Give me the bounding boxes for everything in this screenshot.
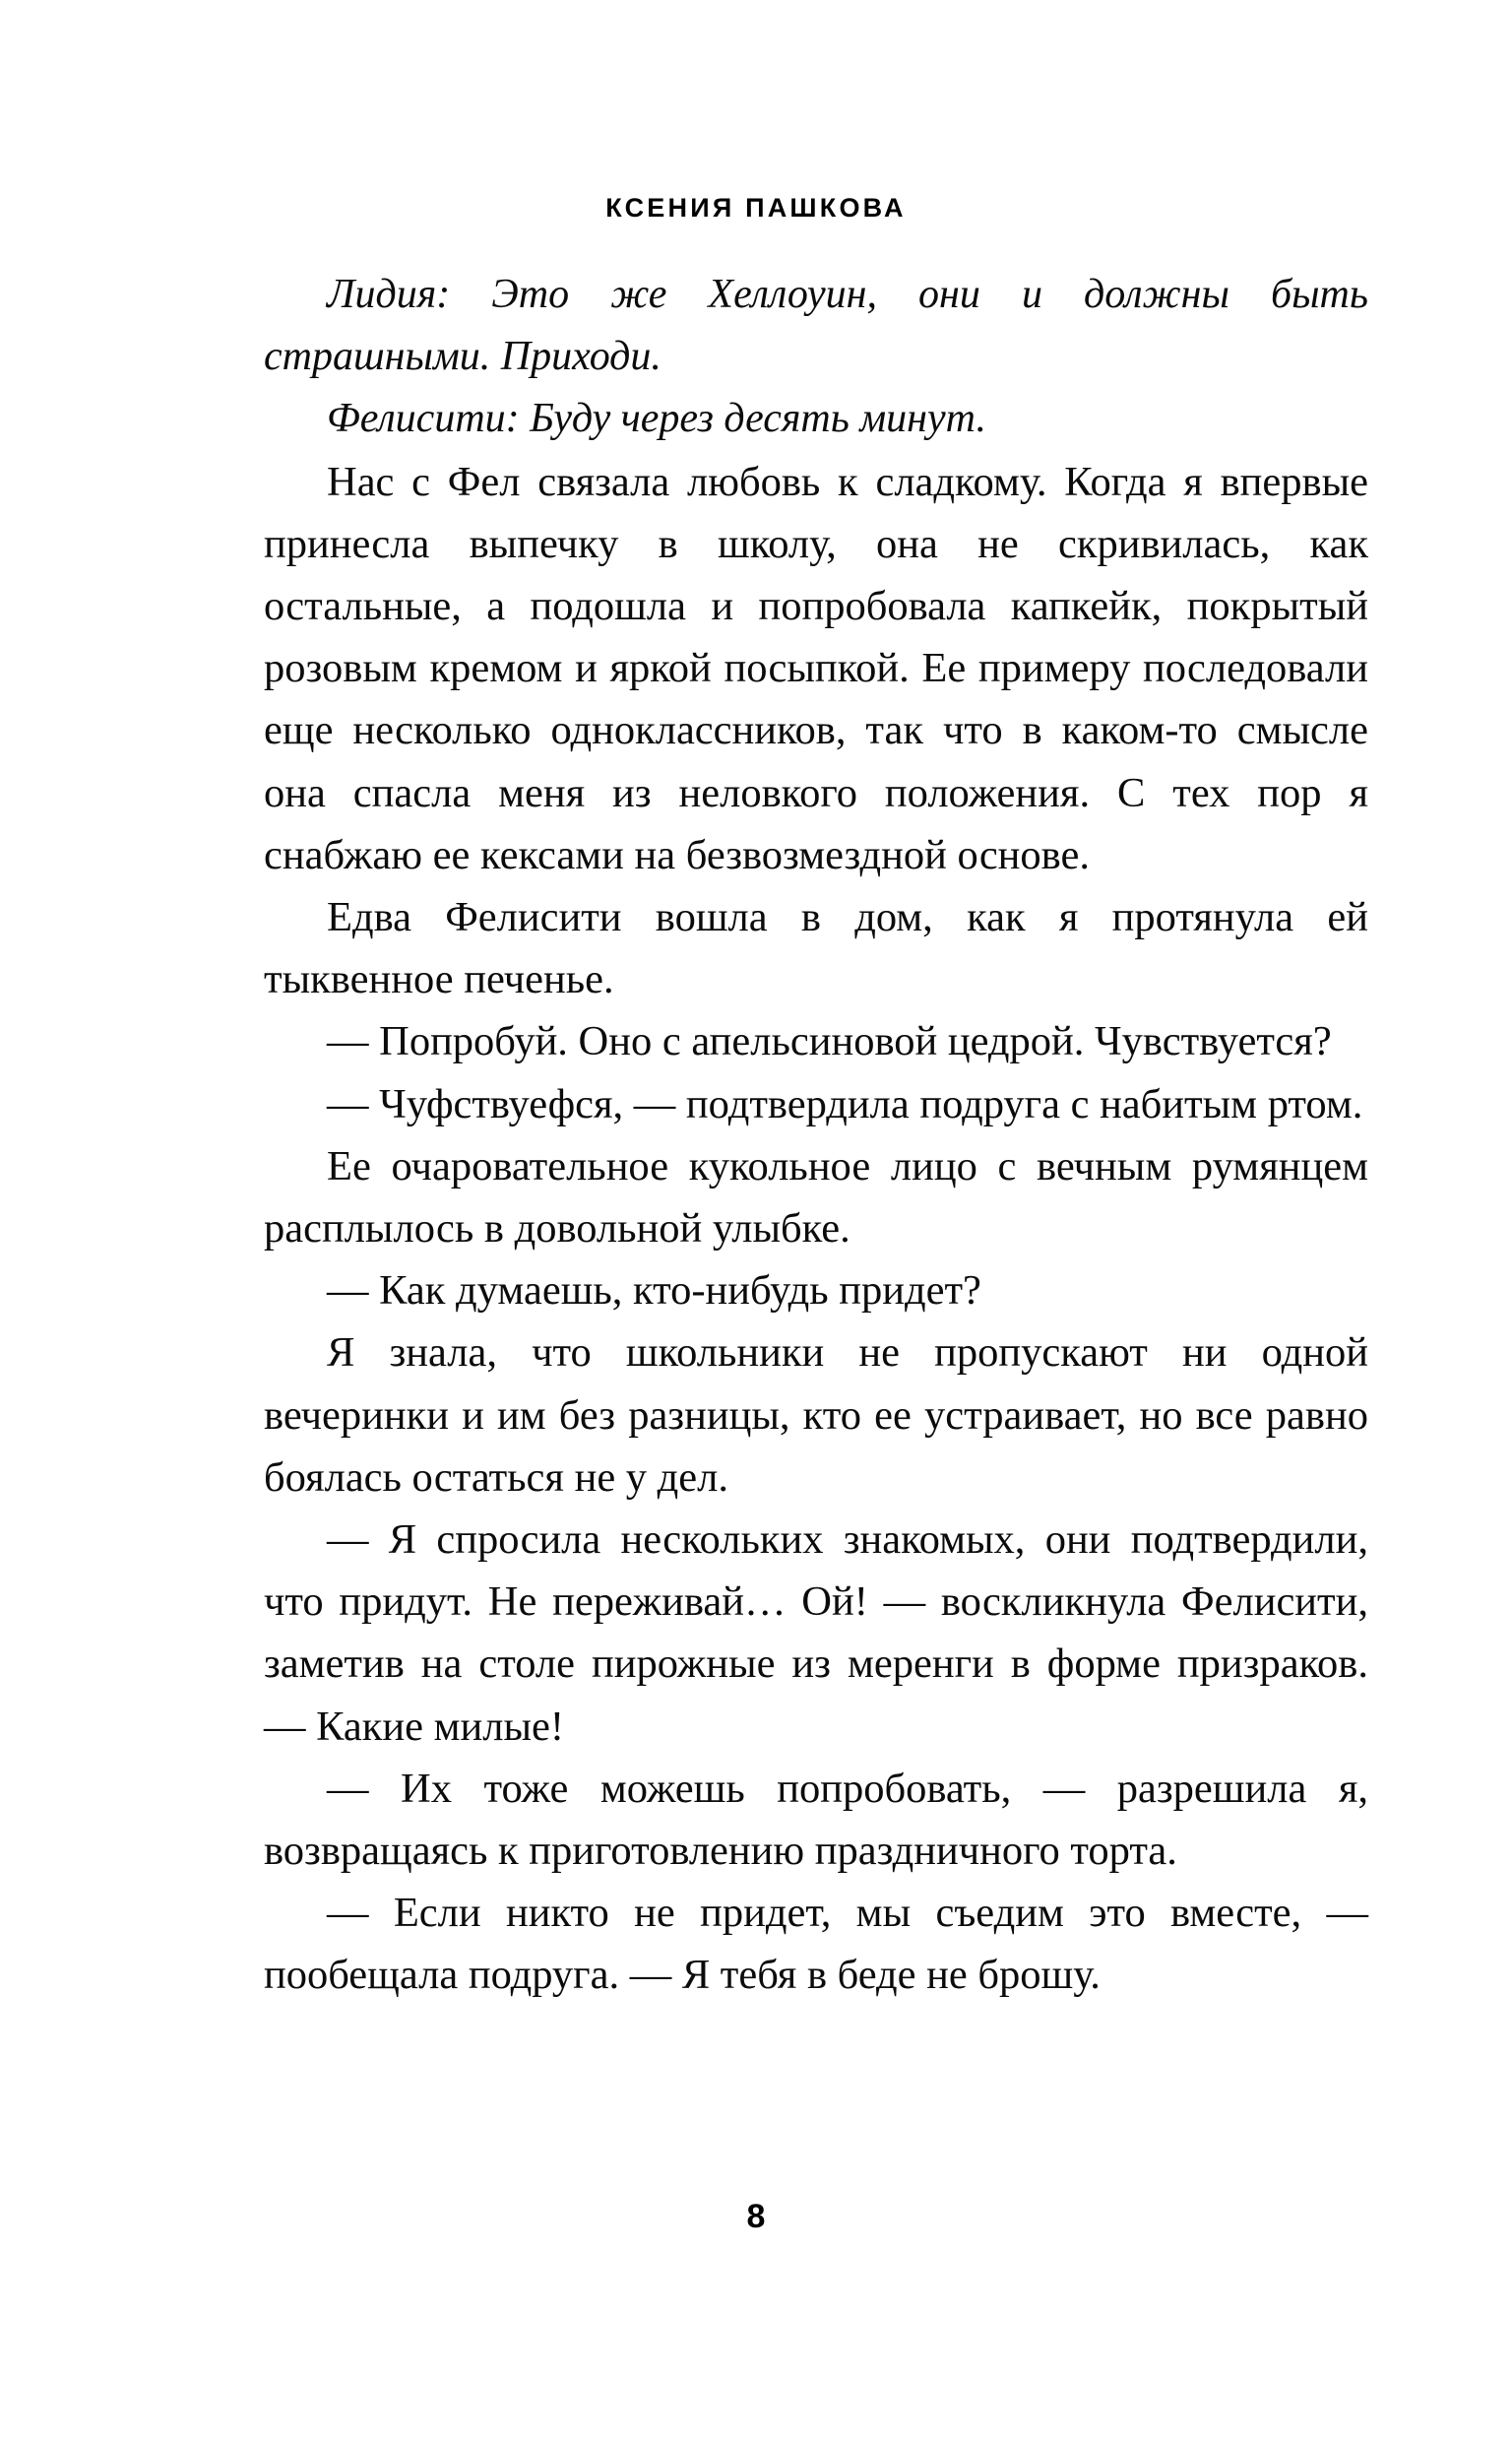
dialogue-line-taste-too: — Их тоже можешь попробовать, — разрешила я, возвращаясь к приготовлению праздничного торта. [264,1765,1368,1875]
paragraph-face: Ее очаровательное кукольное лицо с вечным румянцем расплылось в довольной улыбке. [264,1142,1368,1253]
dialogue-line-promise: — Если никто не придет, мы съедим это вместе, — пообещала подруга. — Я тебя в беде не брошу. [264,1890,1368,1999]
body-text-block [264,264,1368,2007]
paragraph-msg-felisiti: Фелисити: Буду через десять минут. [327,396,986,442]
running-head: КСЕНИЯ ПАШКОВА [605,193,907,223]
paragraph-party: Я знала, что школьники не пропускают ни одной вечеринки и им без разницы, кто ее устраивает, но все равно боялась остаться не у дел. [264,1329,1368,1501]
paragraph-sweets: Нас с Фел связала любовь к сладкому. Когда я впервые принесла выпечку в школу, она не скривилась, как остальные, а подошла и попробовала капкейк, покрытый розовым кремом и яркой посыпкой. Ее примеру последовали еще несколько одноклассников, так что в каком-то смысле она спасла меня из неловкого положения. С тех пор я снабжаю ее кексами на безвозмездной основе. [264,458,1368,878]
paragraph-cookie: Едва Фелисити вошла в дом, как я протянула ей тыквенное печенье. [264,894,1368,1003]
dialogue-line-try-it: — Попробуй. Оно с апельсиновой цедрой. Чувствуется? [327,1018,1332,1065]
dialogue-line-asked: — Я спросила нескольких знакомых, они подтвердили, что придут. Не переживай… Ой! — воскликнула Фелисити, заметив на столе пирожные из меренги в форме призраков. — Какие милые! [264,1516,1368,1750]
page-number: 8 [746,2198,766,2235]
paragraph-msg-lidiya: Лидия: Это же Хеллоуин, они и должны быть страшными. Приходи. [264,272,1368,380]
dialogue-line-chufstvuefsya: — Чуфствуефся, — подтвердила подруга с набитым ртом. [327,1080,1363,1127]
dialogue-line-who-comes: — Как думаешь, кто-нибудь придет? [327,1267,981,1315]
